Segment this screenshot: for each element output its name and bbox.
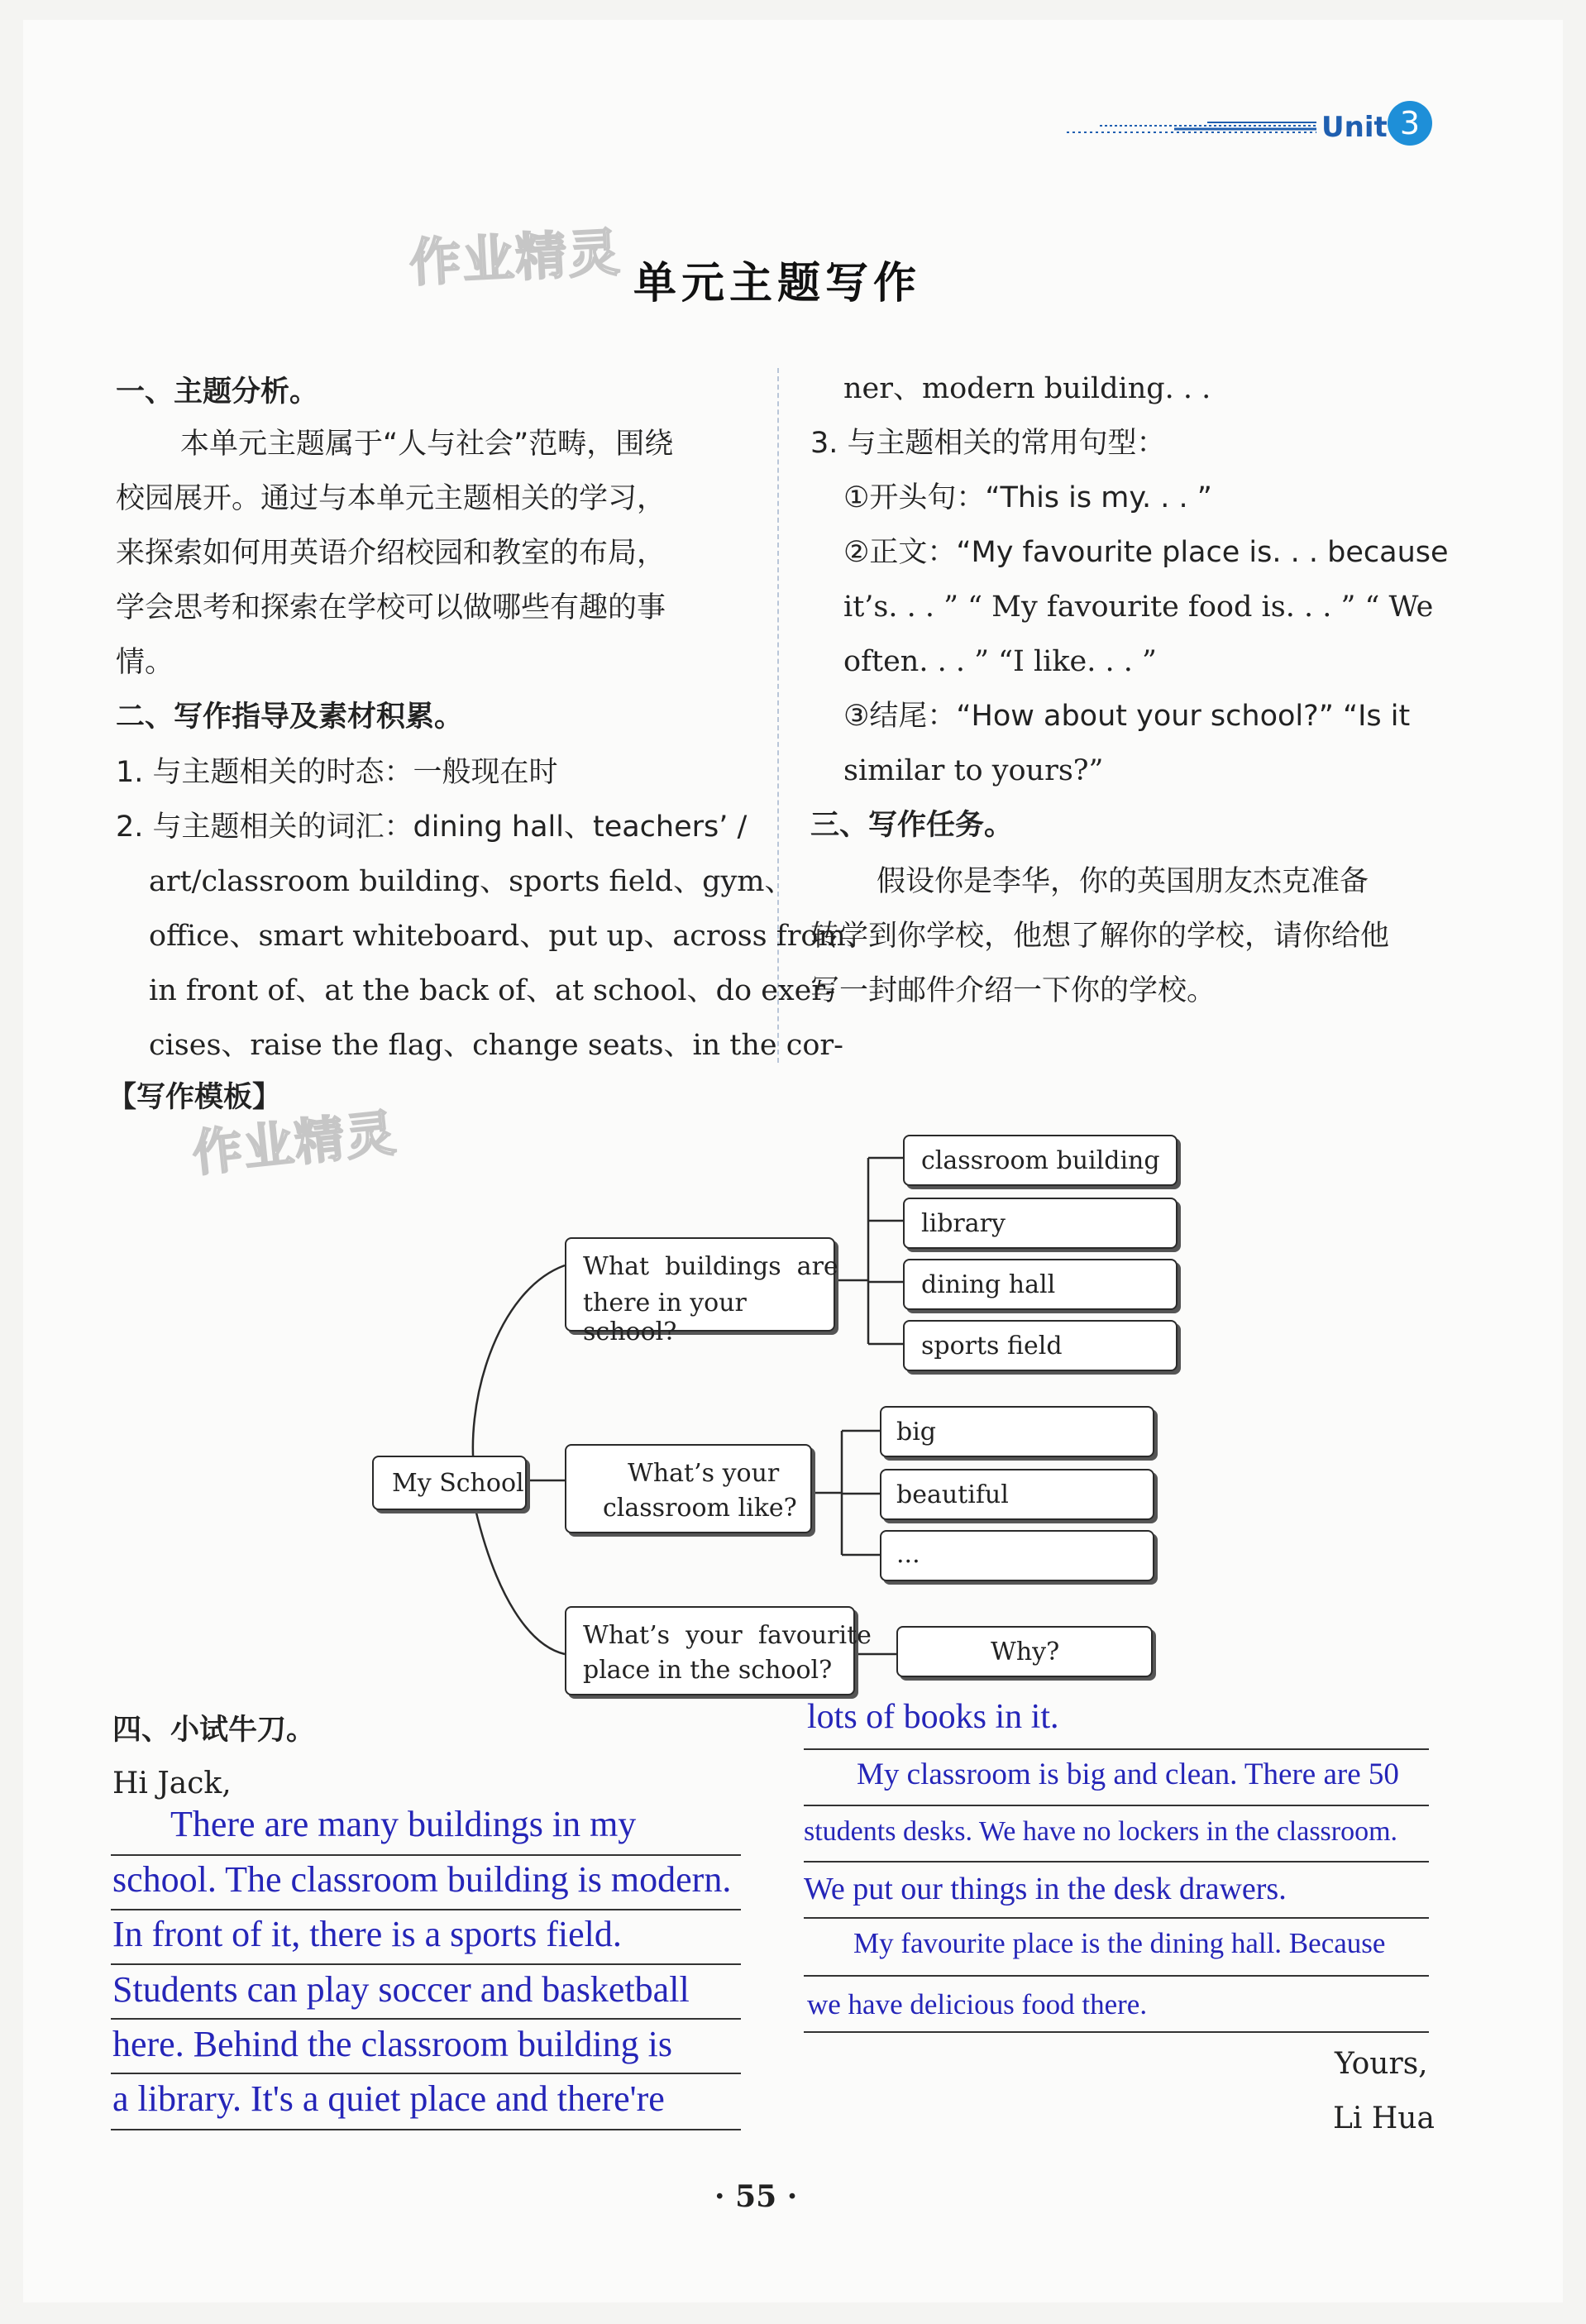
answer-line: a library. It's a quiet place and there're [112, 2078, 665, 2119]
template-heading: 【写作模板】 [107, 1081, 282, 1114]
section1-heading: 一、主题分析。 [116, 375, 319, 409]
writing-rule [804, 1861, 1429, 1863]
sentence-pattern-line: it’s. . . ” “ My favourite food is. . . ” “ We [843, 591, 1434, 624]
section1-line: 来探索如何用英语介绍校园和教室的布局， [116, 537, 666, 570]
task-line: 写一封邮件介绍一下你的学校。 [810, 974, 1216, 1007]
answer-box: ... [880, 1530, 1154, 1581]
section4-heading: 四、小试牛刀。 [112, 1714, 316, 1747]
answer-box: beautiful [880, 1469, 1154, 1520]
answer-box: library [903, 1198, 1178, 1249]
mindmap-question-favourite: What’s your favourite place in the school? [565, 1606, 855, 1695]
writing-rule [804, 1917, 1429, 1919]
writing-rule [111, 1963, 741, 1965]
section2-item3-heading: 3. 与主题相关的常用句型： [810, 427, 1166, 460]
answer-line: My favourite place is the dining hall. Because [853, 1927, 1386, 1959]
section2-item1: 1. 与主题相关的时态：一般现在时 [116, 756, 558, 789]
connector-root-q1 [473, 1265, 565, 1480]
mindmap-root: My School [372, 1456, 527, 1510]
answer-box: dining hall [903, 1259, 1178, 1310]
sentence-pattern-line: ②正文：“My favourite place is. . . because [843, 536, 1449, 569]
answer-line: Students can play soccer and basketball [112, 1969, 690, 2010]
answer-line: school. The classroom building is modern. [112, 1859, 732, 1900]
section2-vocab-line: in front of、at the back of、at school、do exer- [149, 974, 835, 1007]
section1-line: 本单元主题属于“人与社会”范畴，围绕 [180, 428, 674, 461]
writing-rule [111, 1909, 741, 1910]
answer-box: sports field [903, 1320, 1178, 1371]
sentence-pattern-line: often. . . ” “I like. . . ” [843, 645, 1157, 678]
writing-rule [111, 2073, 741, 2074]
section1-line: 学会思考和探索在学校可以做哪些有趣的事 [116, 591, 666, 624]
writing-rule [111, 1854, 741, 1856]
answer-line: students desks. We have no lockers in the classroom. [804, 1816, 1398, 1847]
section2-vocab-line: ner、modern building. . . [843, 372, 1211, 405]
section2-vocab-line: office、smart whiteboard、put up、across from、 [149, 920, 875, 953]
section1-line: 情。 [116, 646, 174, 679]
letter-signature: Li Hua [1333, 2102, 1435, 2135]
answer-line: My classroom is big and clean. There are 50 [857, 1757, 1399, 1791]
answer-line: We put our things in the desk drawers. [804, 1872, 1287, 1906]
task-line: 转学到你学校，他想了解你的学校，请你给他 [810, 920, 1390, 953]
sentence-pattern-line: ③结尾：“How about your school?” “Is it [843, 700, 1411, 733]
answer-line: we have delicious food there. [807, 1988, 1148, 2020]
letter-greeting: Hi Jack, [112, 1767, 232, 1800]
page-title: 单元主题写作 [633, 259, 922, 308]
answer-line: here. Behind the classroom building is [112, 2024, 672, 2064]
answer-line: lots of books in it. [807, 1698, 1059, 1736]
section2-heading: 二、写作指导及素材积累。 [116, 701, 464, 734]
letter-closing: Yours, [1335, 2047, 1428, 2081]
writing-rule [111, 2018, 741, 2020]
writing-rule [804, 1805, 1429, 1806]
mindmap-question-classroom: What’s your classroom like? [565, 1444, 812, 1533]
watermark: 作业精灵 [408, 222, 623, 294]
section2-vocab-line: art/classroom building、sports field、gym、 [149, 865, 794, 898]
section3-heading: 三、写作任务。 [810, 809, 1014, 842]
connector-root-q3 [475, 1509, 565, 1654]
page-number: · 55 · [714, 2179, 798, 2214]
section2-vocab-line: cises、raise the flag、change seats、in the cor- [149, 1029, 843, 1062]
answer-box-why: Why? [896, 1626, 1153, 1677]
writing-rule [804, 2031, 1429, 2033]
unit-label: Unit [1321, 111, 1388, 144]
section1-line: 校园展开。通过与本单元主题相关的学习， [116, 482, 666, 515]
unit-number-badge: 3 [1388, 101, 1432, 146]
sentence-pattern-line: similar to yours?” [843, 754, 1104, 787]
writing-rule [804, 1975, 1429, 1977]
answer-box: classroom building [903, 1135, 1178, 1186]
writing-rule [804, 1748, 1429, 1750]
answer-line: There are many buildings in my [170, 1804, 637, 1844]
writing-rule [111, 2129, 741, 2130]
sentence-pattern-line: ①开头句：“This is my. . . ” [843, 481, 1212, 514]
answer-box: big [880, 1406, 1154, 1457]
mindmap-question-buildings: What buildings are there in your school? [565, 1237, 835, 1332]
task-line: 假设你是李华，你的英国朋友杰克准备 [877, 865, 1369, 898]
answer-line: In front of it, there is a sports field. [112, 1914, 622, 1954]
watermark: 作业精灵 [189, 1104, 400, 1184]
section2-vocab-line: 2. 与主题相关的词汇：dining hall、teachers’ / [116, 811, 748, 844]
